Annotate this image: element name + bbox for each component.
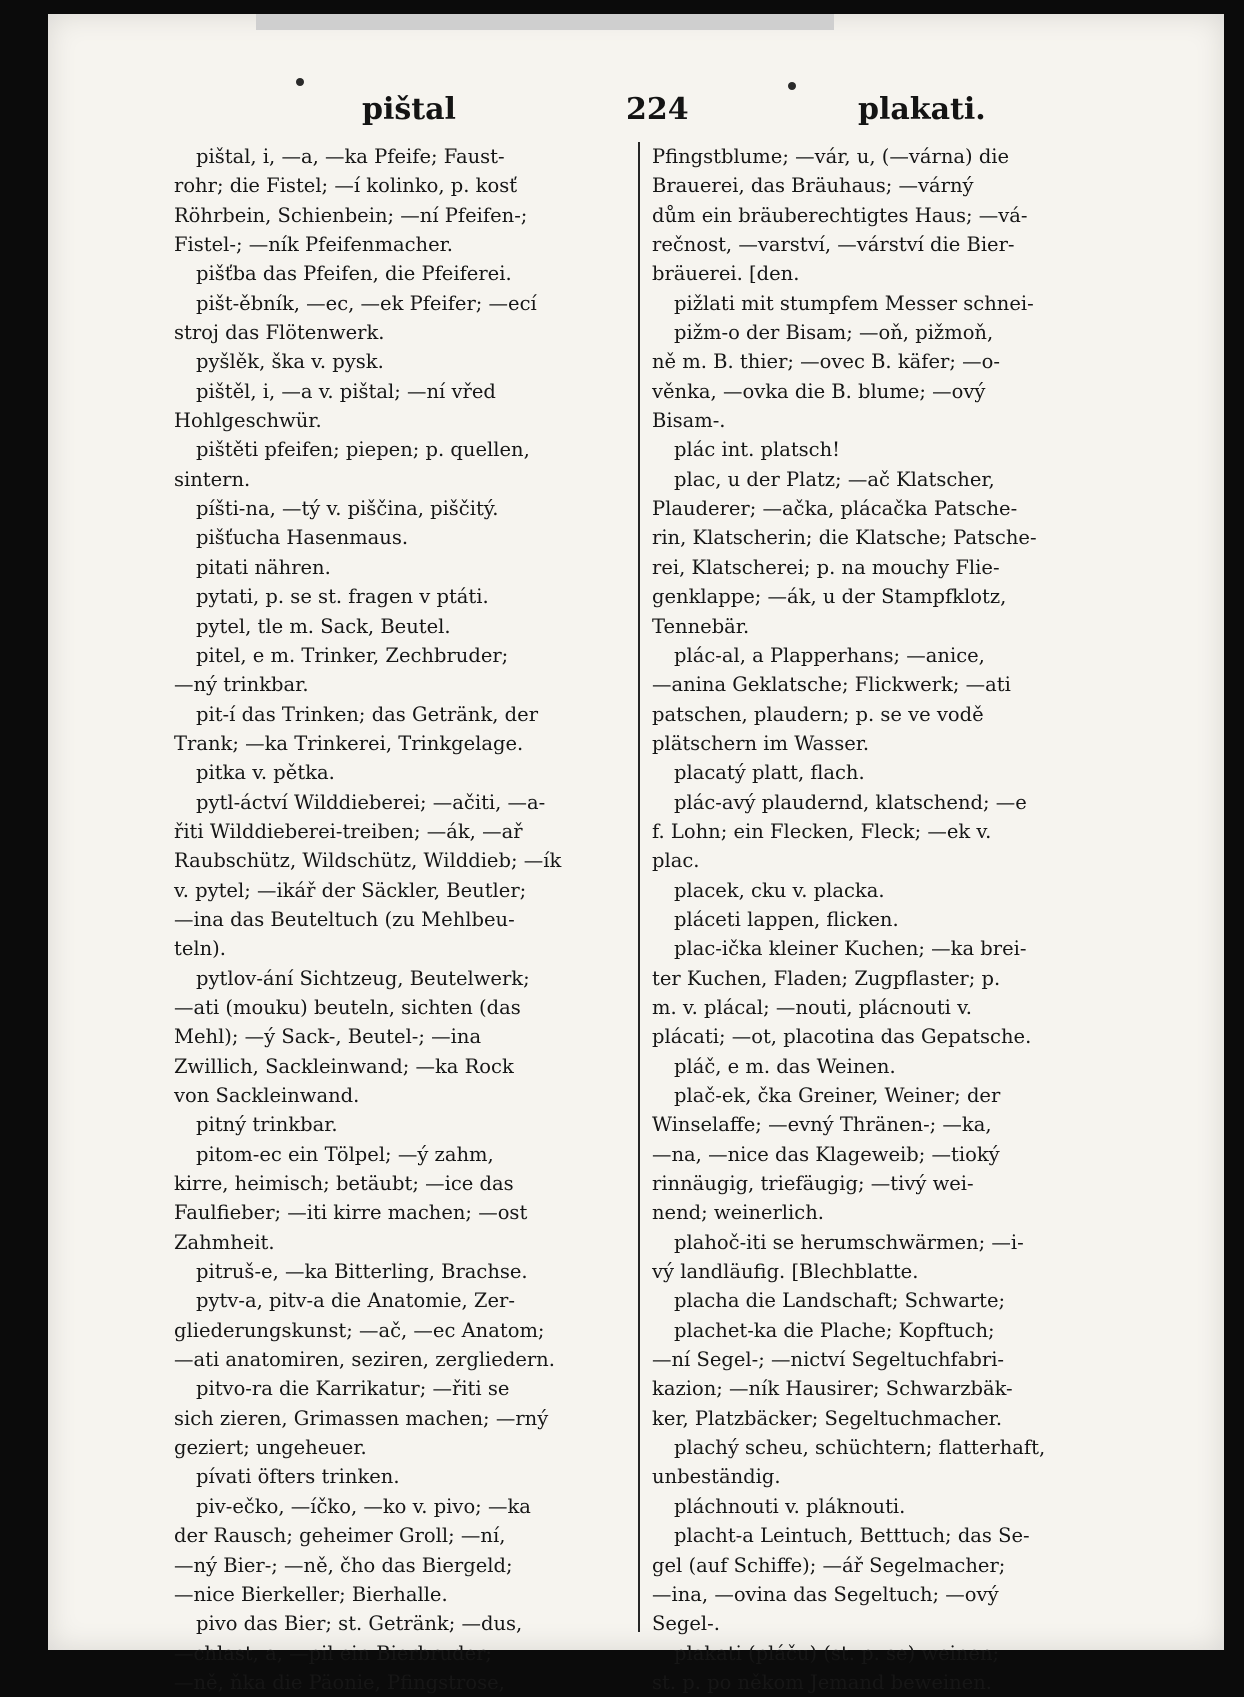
- dictionary-line: plác-al, a Plapperhans; —anice,: [674, 643, 985, 667]
- dictionary-line: piv-ečko, —íčko, —ko v. pivo; —ka: [196, 1494, 531, 1518]
- left-column: [174, 142, 630, 1697]
- dictionary-line: plachet-ka die Plache; Kopftuch;: [674, 1318, 995, 1342]
- dictionary-line: rohr; die Fistel; —í kolinko, p. kosť: [174, 174, 518, 198]
- dictionary-line: Faulfieber; —iti kirre machen; —ost: [174, 1201, 528, 1225]
- dictionary-line: Hohlgeschwür.: [174, 409, 322, 433]
- dictionary-line: pitruš-e, —ka Bitterling, Brachse.: [196, 1260, 528, 1284]
- dictionary-line: sintern.: [174, 467, 251, 491]
- dictionary-line: pišťucha Hasenmaus.: [196, 526, 409, 550]
- dictionary-line: geziert; ungeheuer.: [174, 1436, 367, 1460]
- dictionary-line: pytl-áctví Wilddieberei; —ačiti, —a-: [196, 790, 546, 814]
- dictionary-line: řiti Wilddieberei-treiben; —ák, —ař: [174, 819, 523, 843]
- dictionary-line: —ní Segel-; —nictví Segeltuchfabri-: [652, 1348, 1005, 1372]
- dictionary-line: teln).: [174, 937, 226, 961]
- running-head: [48, 92, 1224, 136]
- dictionary-line: píšti-na, —tý v. piščina, piščitý.: [196, 497, 499, 521]
- dictionary-line: Zwillich, Sackleinwand; —ka Rock: [174, 1054, 514, 1078]
- dictionary-line: placha die Landschaft; Schwarte;: [674, 1289, 1006, 1313]
- head-word-left: pištal: [362, 92, 456, 127]
- dictionary-line: pitom-ec ein Tölpel; —ý zahm,: [196, 1142, 494, 1166]
- dictionary-line: pívati öfters trinken.: [196, 1465, 400, 1489]
- dictionary-line: Winselaffe; —evný Thränen-; —ka,: [652, 1113, 992, 1137]
- dictionary-line: dům ein bräuberechtigtes Haus; —vá-: [652, 203, 1028, 227]
- dictionary-line: sich zieren, Grimassen machen; —rný: [174, 1406, 549, 1430]
- dictionary-line: stroj das Flötenwerk.: [174, 321, 385, 345]
- dictionary-line: věnka, —ovka die B. blume; —ový: [652, 379, 986, 403]
- dictionary-line: plätschern im Wasser.: [652, 731, 870, 755]
- dictionary-line: pitel, e m. Trinker, Zechbruder;: [196, 643, 509, 667]
- dictionary-line: Röhrbein, Schienbein; —ní Pfeifen-;: [174, 203, 528, 227]
- dictionary-line: pit-í das Trinken; das Getränk, der: [196, 702, 539, 726]
- dictionary-line: placek, cku v. placka.: [674, 878, 885, 902]
- column-divider: [638, 142, 640, 1632]
- dictionary-line: ně m. B. thier; —ovec B. käfer; —o-: [652, 350, 1000, 374]
- dictionary-line: —ný Bier-; —ně, čho das Biergeld;: [174, 1553, 513, 1577]
- dictionary-line: rin, Klatscherin; die Klatsche; Patsche-: [652, 526, 1037, 550]
- dictionary-page: [48, 14, 1224, 1694]
- dictionary-line: Segel-.: [652, 1612, 720, 1636]
- dictionary-line: pláč, e m. das Weinen.: [674, 1054, 896, 1078]
- dictionary-line: pitvo-ra die Karrikatur; —řiti se: [196, 1377, 510, 1401]
- dictionary-line: Bisam-.: [652, 409, 726, 433]
- dictionary-line: plác int. platsch!: [674, 438, 840, 462]
- dictionary-line: ter Kuchen, Fladen; Zugpflaster; p.: [652, 966, 1001, 990]
- dictionary-line: Plauderer; —ačka, plácačka Patsche-: [652, 497, 1018, 521]
- dictionary-line: pištěti pfeifen; piepen; p. quellen,: [196, 438, 530, 462]
- dictionary-line: pytv-a, pitv-a die Anatomie, Zer-: [196, 1289, 515, 1313]
- dictionary-line: pišťba das Pfeifen, die Pfeiferei.: [196, 262, 512, 286]
- dictionary-line: pivo das Bier; st. Getränk; —dus,: [196, 1612, 523, 1636]
- dictionary-line: genklappe; —ák, u der Stampfklotz,: [652, 585, 1007, 609]
- dictionary-line: der Rausch; geheimer Groll; —ní,: [174, 1524, 506, 1548]
- dictionary-line: f. Lohn; ein Flecken, Fleck; —ek v.: [652, 819, 992, 843]
- dictionary-line: pišt-ěbník, —ec, —ek Pfeifer; —ecí: [196, 291, 537, 315]
- dictionary-line: Zahmheit.: [174, 1230, 275, 1254]
- dictionary-line: plac, u der Platz; —ač Klatscher,: [674, 467, 995, 491]
- dictionary-line: plač-ek, čka Greiner, Weiner; der: [674, 1084, 1001, 1107]
- dictionary-line: m. v. plácal; —nouti, plácnouti v.: [652, 995, 973, 1019]
- head-word-right: plakati.: [858, 92, 986, 127]
- dictionary-line: placht-a Leintuch, Betttuch; das Se-: [674, 1524, 1030, 1548]
- dictionary-line: —nice Bierkeller; Bierhalle.: [174, 1582, 448, 1606]
- dictionary-line: plakati (pláču) (st. p. se) weinen;: [674, 1641, 1000, 1665]
- dictionary-line: pižm-o der Bisam; —oň, pižmoň,: [674, 321, 994, 345]
- dictionary-line: —chlast, a, —pil ein Bierbruder;: [174, 1641, 492, 1665]
- dictionary-line: ker, Platzbäcker; Segeltuchmacher.: [652, 1406, 1003, 1430]
- dictionary-line: kazion; —ník Hausirer; Schwarzbäk-: [652, 1377, 1013, 1401]
- dictionary-line: —ati anatomiren, seziren, zergliedern.: [174, 1348, 555, 1372]
- ink-dot: [788, 82, 796, 90]
- right-column: [652, 142, 1124, 1697]
- dictionary-line: Trank; —ka Trinkerei, Trinkgelage.: [174, 731, 524, 755]
- ink-dot: [296, 78, 304, 86]
- dictionary-line: gliederungskunst; —ač, —ec Anatom;: [174, 1318, 545, 1342]
- dictionary-line: plác-avý plaudernd, klatschend; —e: [674, 790, 1027, 814]
- dictionary-line: patschen, plaudern; p. se ve vodě: [652, 702, 984, 726]
- dictionary-line: plac.: [652, 849, 700, 873]
- dictionary-line: pitka v. pětka.: [196, 761, 335, 785]
- dictionary-line: pitati nähren.: [196, 555, 331, 579]
- dictionary-line: pištal, i, —a, —ka Pfeife; Faust-: [196, 145, 505, 168]
- dictionary-line: Pfingstblume; —vár, u, (—várna) die: [652, 145, 1010, 168]
- dictionary-line: pyšlěk, ška v. pysk.: [196, 350, 384, 374]
- dictionary-line: Tennebär.: [652, 614, 750, 638]
- dictionary-line: Raubschütz, Wildschütz, Wilddieb; —ík: [174, 849, 562, 873]
- dictionary-line: —anina Geklatsche; Flickwerk; —ati: [652, 673, 1011, 697]
- dictionary-line: —na, —nice das Klageweib; —tioký: [652, 1142, 1000, 1166]
- dictionary-line: Brauerei, das Bräuhaus; —várný: [652, 174, 974, 198]
- dictionary-line: Fistel-; —ník Pfeifenmacher.: [174, 233, 453, 257]
- dictionary-line: —ina das Beuteltuch (zu Mehlbeu-: [174, 907, 515, 931]
- scan-top-edge: [256, 14, 834, 30]
- dictionary-line: pláceti lappen, flicken.: [674, 907, 899, 931]
- dictionary-line: pytati, p. se st. fragen v ptáti.: [196, 585, 489, 609]
- dictionary-line: pláchnouti v. pláknouti.: [674, 1494, 906, 1518]
- dictionary-line: st. p. po někom Jemand beweinen.: [652, 1670, 992, 1694]
- dictionary-line: plachý scheu, schüchtern; flatterhaft,: [674, 1436, 1046, 1460]
- dictionary-line: Mehl); —ý Sack-, Beutel-; —ina: [174, 1025, 482, 1049]
- dictionary-line: pitný trinkbar.: [196, 1113, 338, 1137]
- dictionary-line: v. pytel; —ikář der Säckler, Beutler;: [174, 878, 527, 902]
- dictionary-line: placatý platt, flach.: [674, 761, 865, 785]
- dictionary-line: von Sackleinwand.: [174, 1084, 360, 1107]
- dictionary-line: vý landläufig. [Blechblatte.: [652, 1260, 919, 1284]
- dictionary-line: plahoč-iti se herumschwärmen; —i-: [674, 1230, 1024, 1254]
- dictionary-line: —ný trinkbar.: [174, 673, 309, 697]
- dictionary-line: pištěl, i, —a v. pištal; —ní vřed: [196, 379, 496, 403]
- dictionary-line: —ně, ňka die Päonie, Pfingstrose,: [174, 1670, 505, 1694]
- dictionary-line: —ati (mouku) beuteln, sichten (das: [174, 995, 521, 1019]
- dictionary-line: unbeständig.: [652, 1465, 781, 1489]
- dictionary-line: rečnost, —varství, —várství die Bier-: [652, 233, 1015, 257]
- dictionary-line: gel (auf Schiffe); —ář Segelmacher;: [652, 1553, 1006, 1577]
- dictionary-line: nend; weinerlich.: [652, 1201, 824, 1225]
- dictionary-line: plácati; —ot, placotina das Gepatsche.: [652, 1025, 1032, 1049]
- dictionary-line: plac-ička kleiner Kuchen; —ka brei-: [674, 937, 1027, 961]
- dictionary-line: pižlati mit stumpfem Messer schnei-: [674, 291, 1034, 315]
- dictionary-line: rinnäugig, triefäugig; —tivý wei-: [652, 1172, 974, 1196]
- dictionary-line: rei, Klatscherei; p. na mouchy Flie-: [652, 555, 1000, 579]
- dictionary-line: bräuerei. [den.: [652, 262, 800, 286]
- dictionary-line: pytel, tle m. Sack, Beutel.: [196, 614, 451, 638]
- dictionary-line: kirre, heimisch; betäubt; —ice das: [174, 1172, 514, 1196]
- dictionary-line: —ina, —ovina das Segeltuch; —ový: [652, 1582, 999, 1606]
- dictionary-line: pytlov-ání Sichtzeug, Beutelwerk;: [196, 966, 530, 990]
- page-number: 224: [626, 92, 689, 127]
